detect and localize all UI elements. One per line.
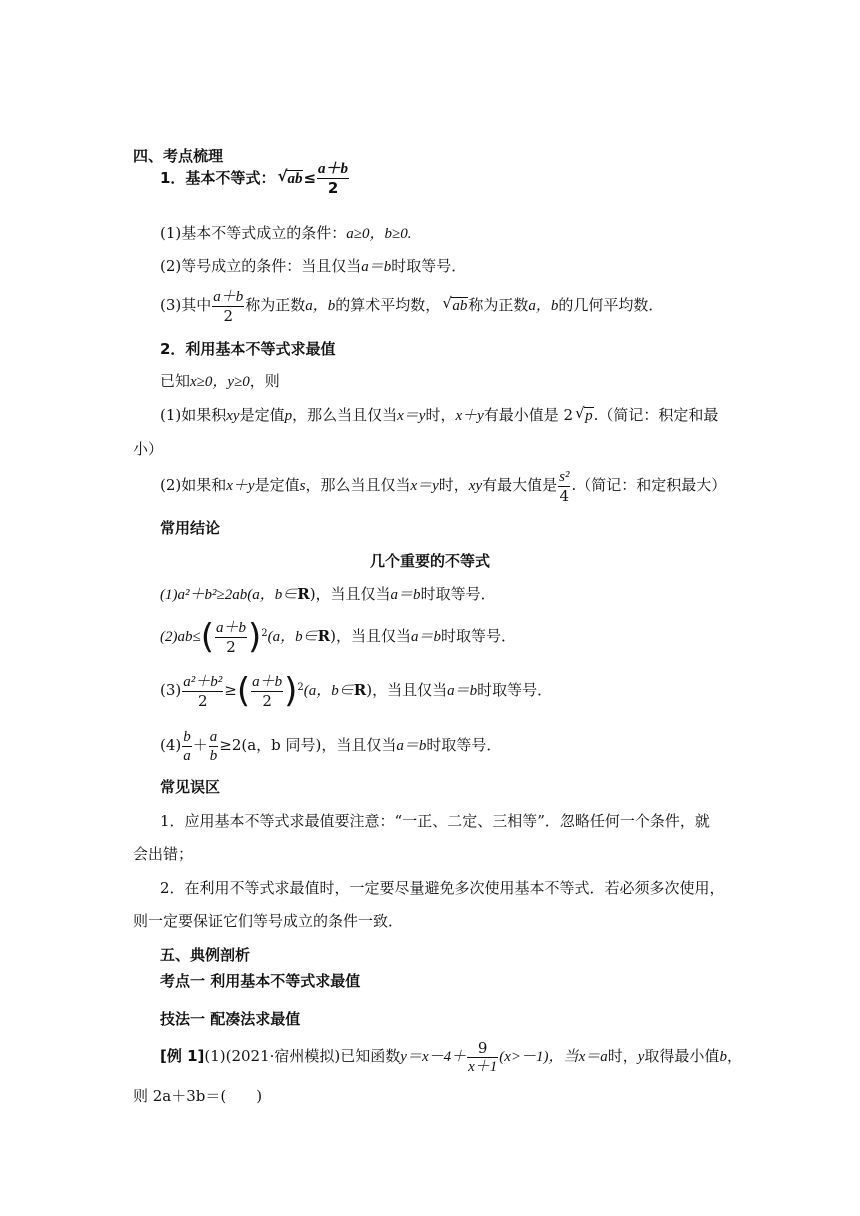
section-4-title: 四、考点梳理 <box>133 147 224 165</box>
inequality-3: (3) $\frac{\text{a²＋b²}}{2}$ ≥( $\frac{a+b}{2}$ )$^2$(a，b∈R)，当且仅当a＝b时取等号． <box>160 671 553 711</box>
fraction-a-plus-b-over-2: $\frac{a+b}{2}$ <box>318 161 349 197</box>
common-conclusions-title: 常用结论 <box>160 519 221 537</box>
le-sign: ≤ <box>303 169 317 187</box>
error-2-line-2: 则一定要保证它们等号成立的条件一致． <box>133 912 404 930</box>
condition-line-1: (1)基本不等式成立的条件：a≥0，b≥0. <box>160 224 412 242</box>
case-1-wrap: 小） <box>133 440 164 458</box>
known-condition: 已知x≥0，y≥0，则 <box>160 372 280 390</box>
sqrt-ab: √ ab <box>277 167 303 187</box>
error-1-line-2: 会出错； <box>133 845 194 863</box>
example-1-line-1: [例 1](1)(2021·宿州模拟)已知函数y＝x－4＋ $\frac{9}{x+1}$ (x>－1)，当x＝a时，y取得最小值b， <box>160 1038 742 1075</box>
section-5-title: 五、典例剖析 <box>160 946 251 964</box>
case-1-line: (1)如果积xy是定值p，那么当且仅当x＝y时，x＋y有最小值是 2 √ p.（简记：积定和最 <box>160 404 719 424</box>
condition-line-3: (3)其中 $\frac{a+b}{2}$ 称为正数a，b的算术平均数， √ ab称为正数a，b的几何平均数． <box>160 285 663 326</box>
inequality-1: (1)a²＋b²≥2ab(a，b∈R)，当且仅当a＝b时取等号． <box>160 585 496 603</box>
item-2-heading: 2．利用基本不等式求最值 <box>160 340 336 358</box>
fraction-s2-over-4: $\frac{\text{s²}}{4}$ <box>559 468 570 505</box>
condition-line-2: (2)等号成立的条件：当且仅当a＝b时取等号． <box>160 257 467 275</box>
item-1-heading <box>160 156 350 201</box>
error-1-line-1: 1．应用基本不等式求最值要注意：“一正、二定、三相等”．忽略任何一个条件，就 <box>160 812 710 830</box>
technique-1-title: 技法一 配凑法求最值 <box>160 1010 301 1028</box>
item-1-label: 1．基本不等式： <box>160 169 276 187</box>
sqrt-p: √ p <box>575 404 593 424</box>
common-errors-title: 常见误区 <box>160 778 221 796</box>
topic-1-title: 考点一 利用基本不等式求最值 <box>160 972 361 990</box>
inequality-2: (2)ab≤( $\frac{a+b}{2}$ )$^2$(a，b∈R)，当且仅当a＝b时取等号． <box>160 617 517 657</box>
sqrt-ab-inline: √ ab <box>442 294 468 314</box>
error-2-line-1: 2．在利用不等式求最值时，一定要尽量避免多次使用基本不等式．若必须多次使用， <box>160 879 725 897</box>
case-2-line: (2)如果和x＋y是定值s，那么当且仅当x＝y时，xy有最大值是 $\frac{\text{s²}}{4}$ .（简记：和定积最大） <box>160 468 727 505</box>
important-inequalities-title: 几个重要的不等式 <box>369 552 490 570</box>
fraction-mean: $\frac{a+b}{2}$ <box>213 288 244 325</box>
inequality-4: (4) $\frac{b}{a}$ ＋ $\frac{a}{b}$ ≥2(a，b 同号)，当且仅当a＝b时取等号． <box>160 728 502 764</box>
example-1-line-2: 则 2a＋3b＝( ) <box>133 1087 263 1105</box>
